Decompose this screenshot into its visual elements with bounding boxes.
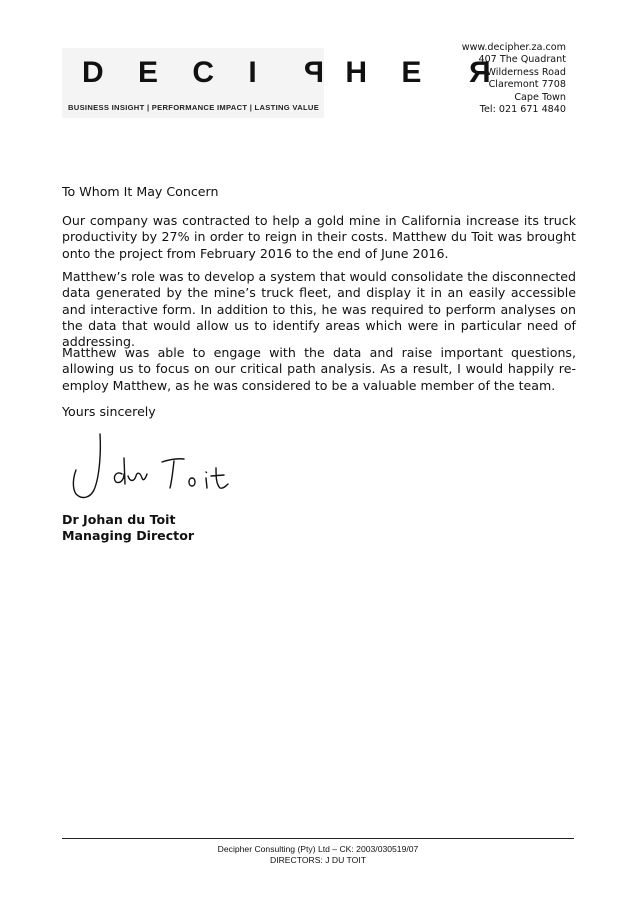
address-line: Wilderness Road [486,66,566,78]
letter-salutation: To Whom It May Concern [62,184,219,199]
address-website: www.decipher.za.com [461,42,566,53]
letter-paragraph: Matthew was able to engage with the data and raise important questions, allowing us to focus on our critical path analysis. As a result, I would happily re-employ Matthew, as he was considered to be a valuable member of the team. [62,345,576,393]
footer-directors: DIRECTORS: J DU TOIT [270,855,366,865]
footer-divider [62,838,574,839]
signatory-title: Managing Director [62,528,195,543]
logo-tagline: BUSINESS INSIGHT | PERFORMANCE IMPACT | LASTING VALUE [68,103,320,112]
address-line: Claremont 7708 [488,79,566,91]
address-phone: Tel: 021 671 4840 [479,104,566,116]
company-address [462,42,566,116]
letter-paragraph: Matthew’s role was to develop a system that would consolidate the disconnected data generated by the mine’s truck fleet, and display it in an easily accessible and interactive form. In addition to this, he was required to perform analyses on the data that would allow us to identify areas which were in particular need of addressing. [62,269,576,350]
letter-paragraph: Our company was contracted to help a gold mine in California increase its truck productivity by 27% in order to reign in their costs. Matthew du Toit was brought onto the project from February 2016 to the end of June 2016. [62,213,576,261]
footer-company-registration: Decipher Consulting (Pty) Ltd – CK: 2003/030519/07 [217,844,419,854]
company-logo [62,48,491,118]
handwritten-signature [60,428,250,508]
signatory-name: Dr Johan du Toit [62,512,176,527]
address-line: 407 The Quadrant [478,54,566,66]
address-line: Cape Town [514,91,566,103]
logo-wordmark: D E C I P H E R [82,56,491,89]
letter-closing: Yours sincerely [62,404,156,419]
